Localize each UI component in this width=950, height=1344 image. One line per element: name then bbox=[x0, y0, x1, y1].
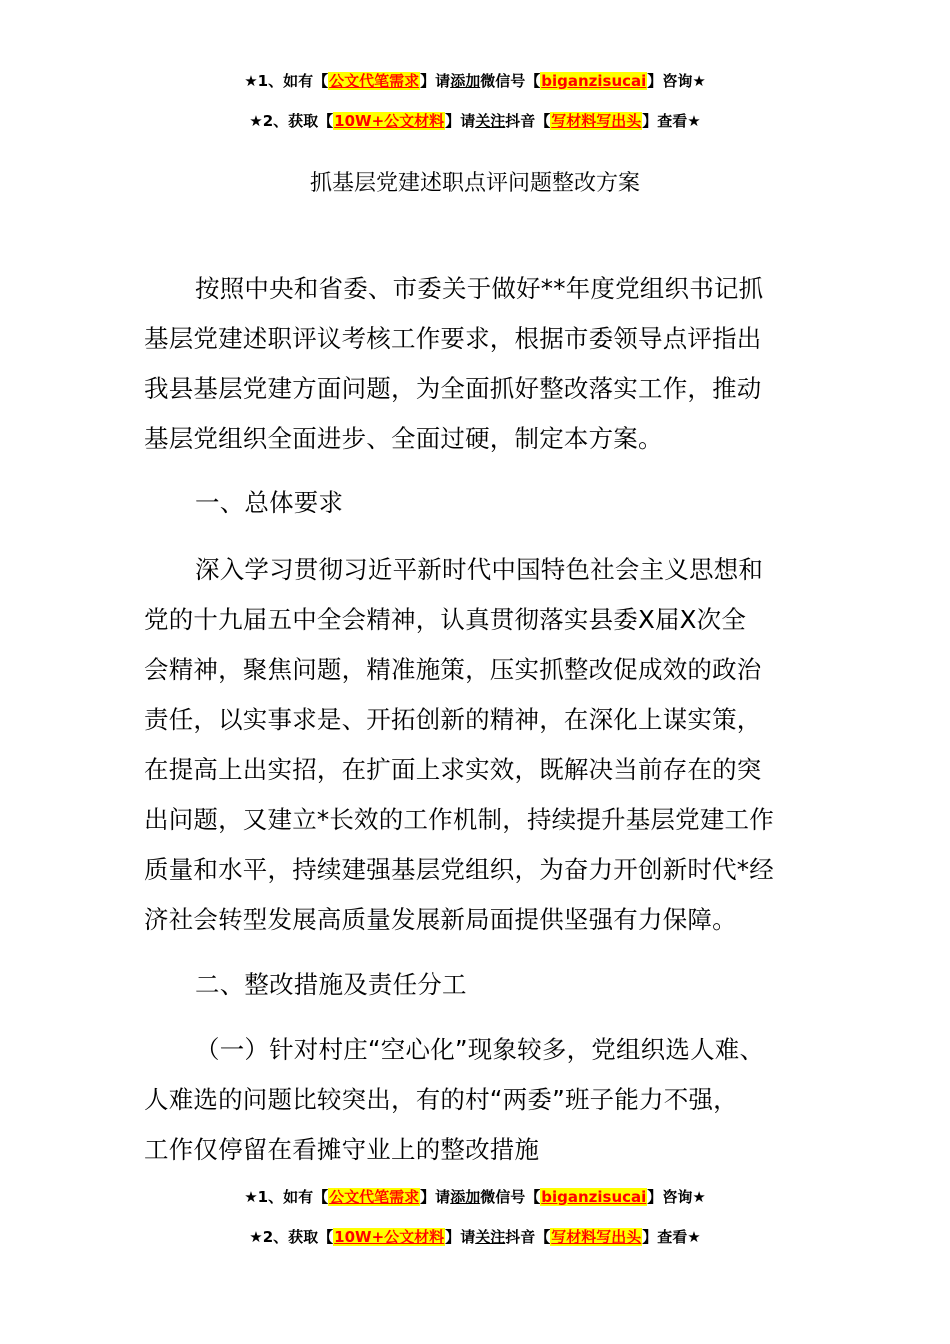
highlight-douyin-id: 写材料写出头 bbox=[551, 1228, 642, 1246]
heading-text: 一、总体要求 bbox=[195, 488, 344, 517]
text-line: 深入学习贯彻习近平新时代中国特色社会主义思想和 bbox=[195, 555, 764, 584]
banner-text: 查看★ bbox=[657, 112, 701, 130]
bracket: 【 bbox=[525, 72, 541, 90]
text-line: 人难选的问题比较突出，有的村“两委”班子能力不强， bbox=[144, 1085, 738, 1114]
banner-underlined: 添加 bbox=[450, 72, 481, 90]
banner-line-1 bbox=[0, 70, 950, 92]
banner-text: 请 bbox=[460, 1228, 476, 1246]
bracket: 】 bbox=[642, 112, 658, 130]
intro-paragraph bbox=[144, 264, 808, 464]
text-line: 责任，以实事求是、开拓创新的精神，在深化上谋实策， bbox=[144, 705, 762, 734]
heading-text: 二、整改措施及责任分工 bbox=[195, 970, 467, 999]
banner-text: ★2、获取 bbox=[249, 1228, 319, 1246]
banner-text: 微信号 bbox=[480, 72, 526, 90]
bracket: 【 bbox=[525, 1188, 541, 1206]
highlight-service: 公文代笔需求 bbox=[329, 1188, 420, 1206]
text-line: 工作仅停留在看摊守业上的整改措施 bbox=[144, 1135, 540, 1164]
section-heading-2 bbox=[144, 960, 808, 1010]
bracket: 【 bbox=[313, 1188, 329, 1206]
banner-text: 抖音 bbox=[505, 1228, 536, 1246]
bracket: 】 bbox=[647, 1188, 663, 1206]
banner-text: 抖音 bbox=[505, 112, 536, 130]
bracket: 【 bbox=[318, 1228, 334, 1246]
bracket: 】 bbox=[420, 72, 436, 90]
banner-text: 咨询★ bbox=[662, 72, 706, 90]
bracket: 】 bbox=[642, 1228, 658, 1246]
document-title: 抓基层党建述职点评问题整改方案 bbox=[309, 171, 640, 196]
text-line: （一）针对村庄“空心化”现象较多，党组织选人难、 bbox=[195, 1035, 765, 1064]
text-line: 出问题，又建立*长效的工作机制，持续提升基层党建工作 bbox=[144, 805, 774, 834]
highlight-wechat-id: biganzisucai bbox=[541, 72, 647, 90]
bracket: 】 bbox=[420, 1188, 436, 1206]
banner-text: ★1、如有 bbox=[244, 72, 314, 90]
bracket: 【 bbox=[535, 112, 551, 130]
highlight-materials: 10W+公文材料 bbox=[334, 112, 445, 130]
highlight-wechat-id: biganzisucai bbox=[541, 1188, 647, 1206]
section-heading-1 bbox=[144, 478, 808, 528]
banner-text: 查看★ bbox=[657, 1228, 701, 1246]
highlight-service: 公文代笔需求 bbox=[329, 72, 420, 90]
banner-underlined: 关注 bbox=[475, 1228, 506, 1246]
text-line: 基层党组织全面进步、全面过硬，制定本方案。 bbox=[144, 424, 663, 453]
section-1-paragraph bbox=[144, 545, 808, 945]
banner-line-2 bbox=[0, 110, 950, 132]
text-line: 我县基层党建方面问题，为全面抓好整改落实工作，推动 bbox=[144, 374, 762, 403]
bracket: 】 bbox=[445, 112, 461, 130]
bracket: 】 bbox=[647, 72, 663, 90]
highlight-materials: 10W+公文材料 bbox=[334, 1228, 445, 1246]
banner-underlined: 关注 bbox=[475, 112, 506, 130]
banner-text: 请 bbox=[435, 72, 451, 90]
bracket: 【 bbox=[318, 112, 334, 130]
text-line: 基层党建述职评议考核工作要求，根据市委领导点评指出 bbox=[144, 324, 762, 353]
bracket: 】 bbox=[445, 1228, 461, 1246]
footer-banner-line-1 bbox=[0, 1186, 950, 1208]
banner-text: 微信号 bbox=[480, 1188, 526, 1206]
text-line: 质量和水平，持续建强基层党组织，为奋力开创新时代*经 bbox=[144, 855, 774, 884]
bracket: 【 bbox=[535, 1228, 551, 1246]
footer-banner-line-2 bbox=[0, 1226, 950, 1248]
bracket: 【 bbox=[313, 72, 329, 90]
text-line: 济社会转型发展高质量发展新局面提供坚强有力保障。 bbox=[144, 905, 737, 934]
banner-text: ★1、如有 bbox=[244, 1188, 314, 1206]
banner-text: 请 bbox=[435, 1188, 451, 1206]
highlight-douyin-id: 写材料写出头 bbox=[551, 112, 642, 130]
text-line: 按照中央和省委、市委关于做好**年度党组织书记抓 bbox=[195, 274, 764, 303]
text-line: 在提高上出实招，在扩面上求实效，既解决当前存在的突 bbox=[144, 755, 762, 784]
text-line: 党的十九届五中全会精神，认真贯彻落实县委X届X次全 bbox=[144, 605, 747, 634]
banner-underlined: 添加 bbox=[450, 1188, 481, 1206]
banner-text: 请 bbox=[460, 112, 476, 130]
text-line: 会精神，聚焦问题，精准施策，压实抓整改促成效的政治 bbox=[144, 655, 762, 684]
banner-text: ★2、获取 bbox=[249, 112, 319, 130]
banner-text: 咨询★ bbox=[662, 1188, 706, 1206]
subsection-1-paragraph bbox=[144, 1025, 808, 1175]
